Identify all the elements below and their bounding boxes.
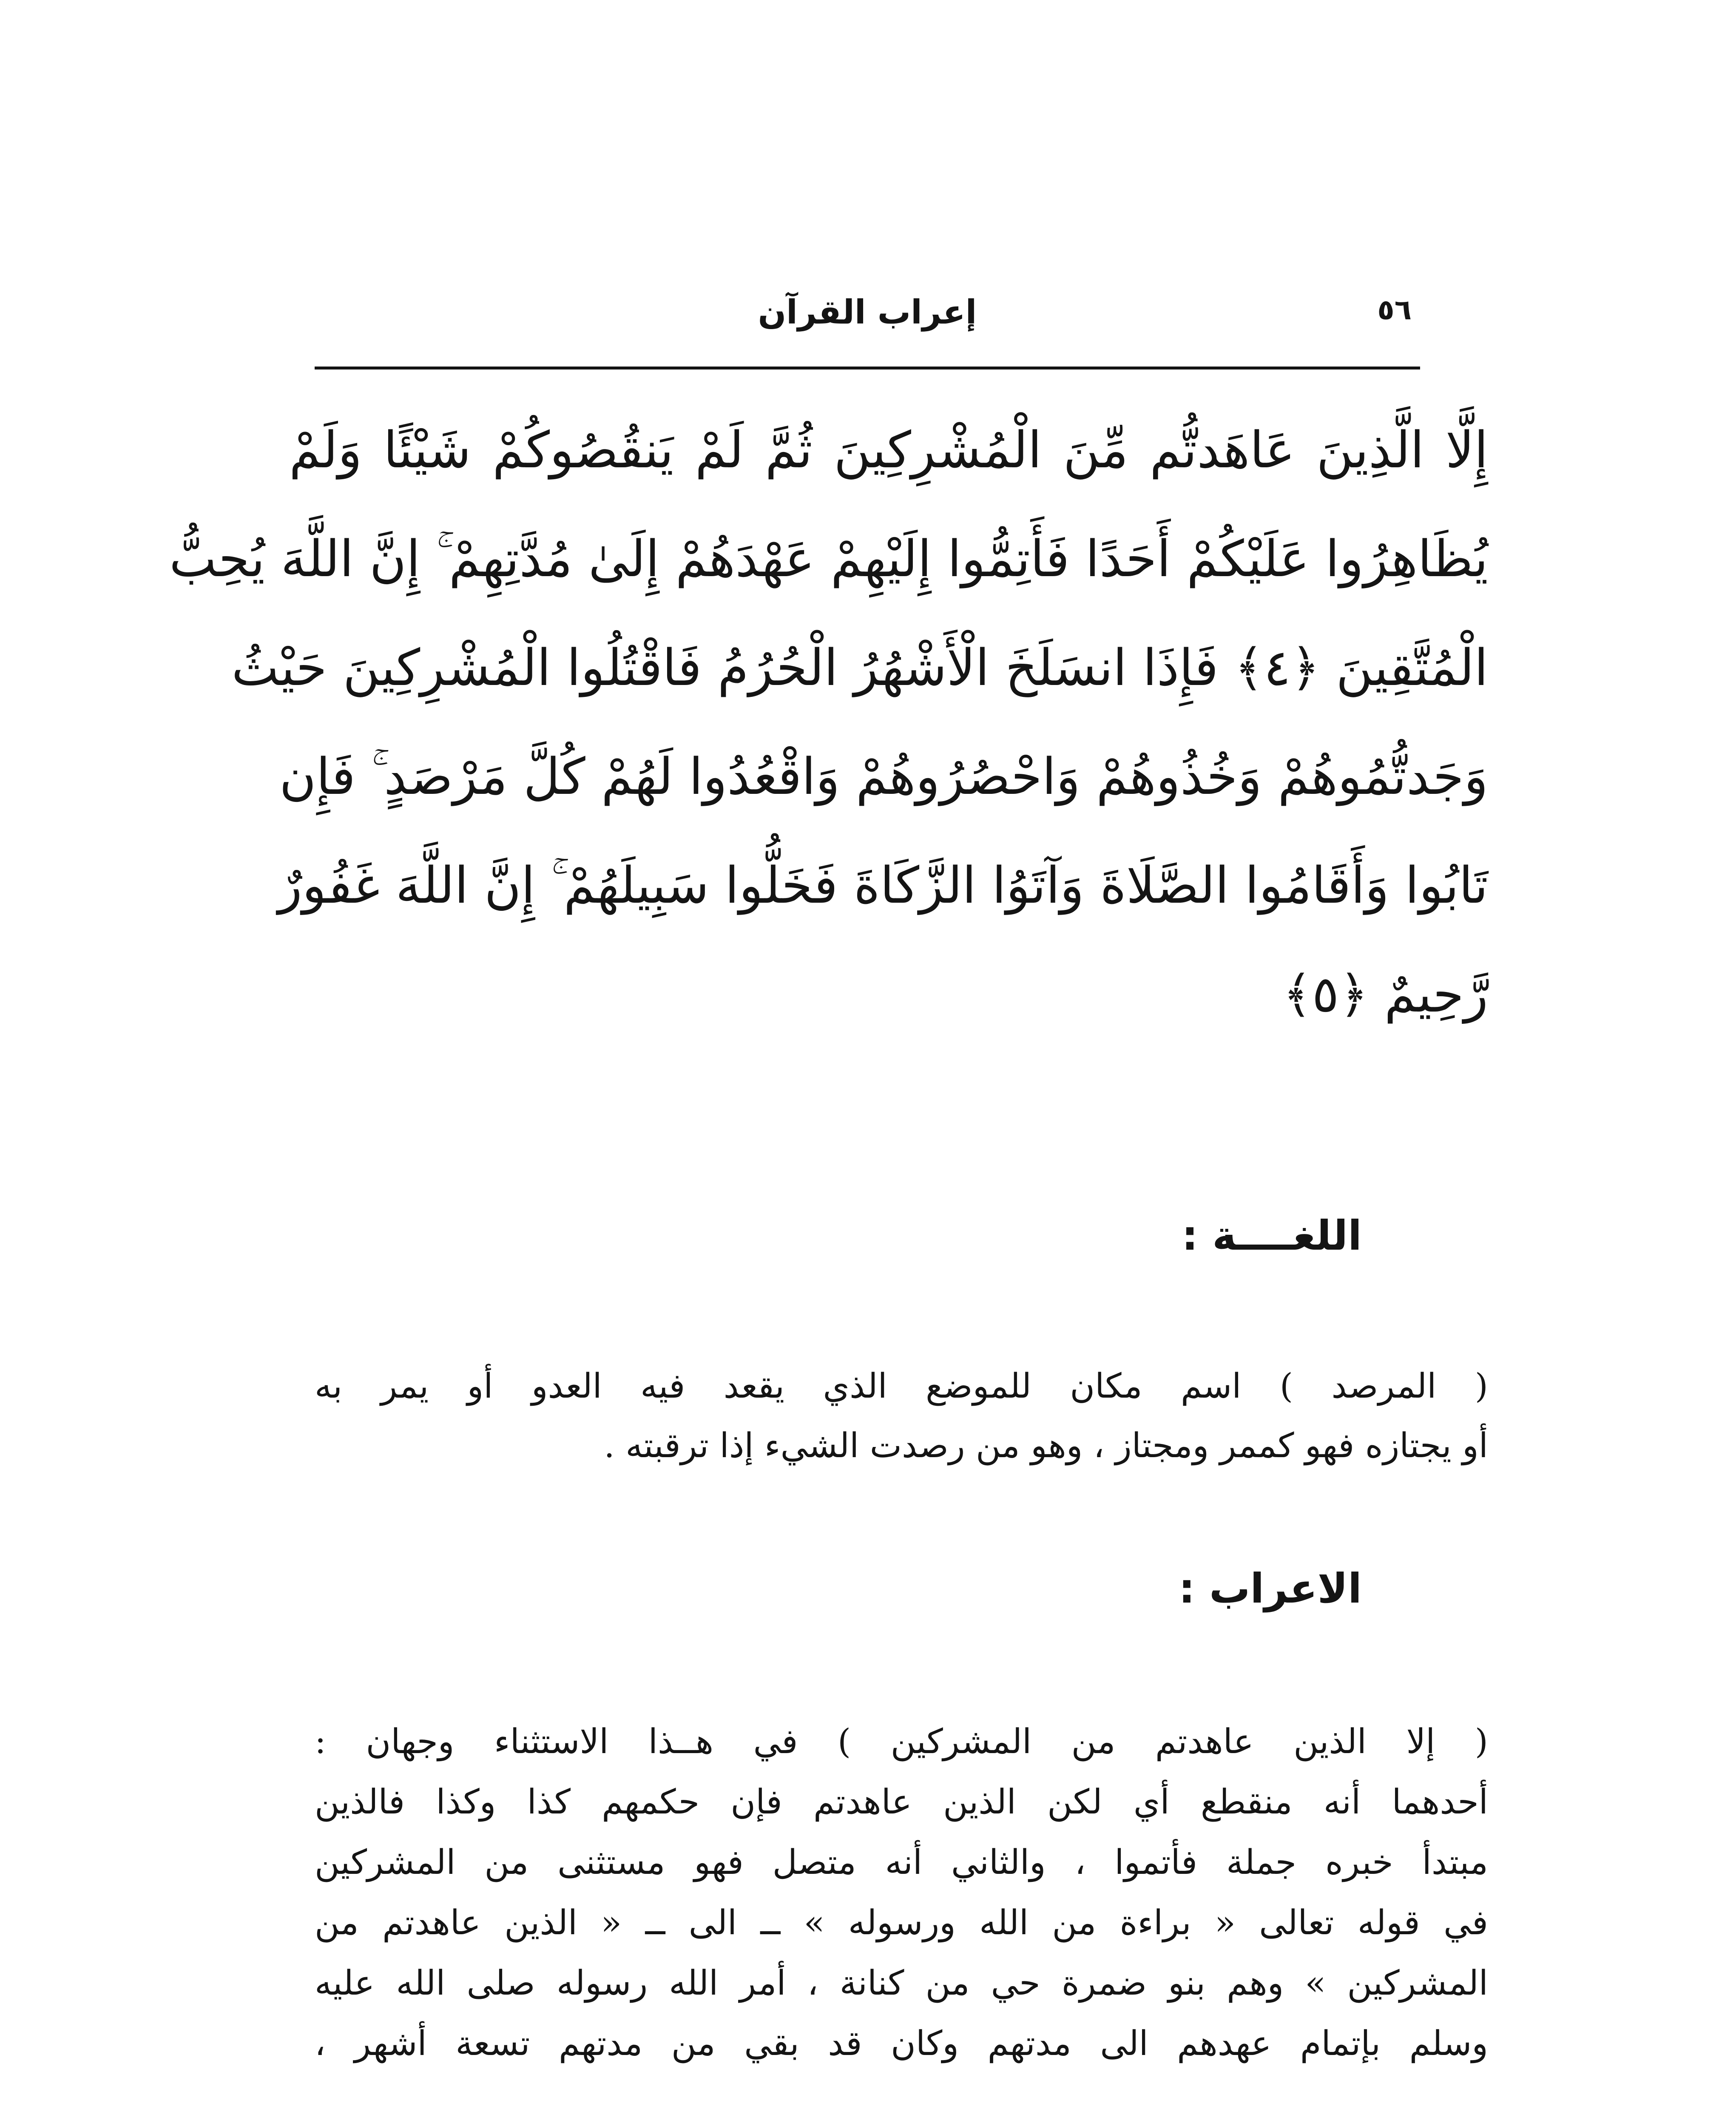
verse-line: إِلَّا الَّذِينَ عَاهَدتُّم مِّنَ الْمُشْرِكِينَ ثُمَّ لَمْ يَنقُصُوكُمْ شَيْئًا وَلَمْ [289,421,1488,479]
section-heading-lugha: اللغــــة : [1182,1212,1362,1259]
paragraph-line: وسلم بإتمام عهدهم الى مدتهم وكان قد بقي من مدتهم تسعة أشهر ، [315,2024,1489,2063]
paragraph-line: أحدهما أنه منقطع أي لكن الذين عاهدتم فإن حكمهم كذا وكذا فالذين [315,1782,1488,1822]
paragraph-line: مبتدأ خبره جملة فأتموا ، والثاني أنه متصل فهو مستثنى من المشركين [315,1842,1488,1882]
verse-line: رَّحِيمٌ ﴿٥﴾ [1282,965,1488,1023]
section-heading-irab: الاعراب : [1179,1565,1362,1612]
paragraph-line: في قوله تعالى « براءة من الله ورسوله » ــ الى ــ « الذين عاهدتم من [315,1903,1488,1942]
paragraph-line: ( إلا الذين عاهدتم من المشركين ) في هــذا الاستثناء وجهان : [315,1722,1488,1761]
page-number: ٥٦ [1377,293,1412,326]
running-title: إعراب القرآن [758,293,977,332]
page-header [315,276,1420,374]
paragraph-line: ( المرصد ) اسم مكان للموضع الذي يقعد فيه العدو أو يمر به [315,1366,1488,1406]
irab-paragraph [315,1711,1488,2074]
header-rule [315,367,1420,369]
verse-line: وَجَدتُّمُوهُمْ وَخُذُوهُمْ وَاحْصُرُوهُمْ وَاقْعُدُوا لَهُمْ كُلَّ مَرْصَدٍ ۚ فَإِن [279,747,1488,806]
paragraph-line: المشركين » وهم بنو ضمرة حي من كنانة ، أمر الله رسوله صلى الله عليه [315,1963,1488,2003]
lugha-paragraph [315,1356,1488,1475]
verse-line: الْمُتَّقِينَ ﴿٤﴾ فَإِذَا انسَلَخَ الْأَشْهُرُ الْحُرُمُ فَاقْتُلُوا الْمُشْرِكِينَ حَيْثُ [231,638,1488,697]
paragraph-line: أو يجتازه فهو كممر ومجتاز ، وهو من رصدت الشيء إذا ترقبته . [604,1426,1488,1465]
verse-line: تَابُوا وَأَقَامُوا الصَّلَاةَ وَآتَوُا الزَّكَاةَ فَخَلُّوا سَبِيلَهُمْ ۚ إِنَّ اللَّهَ غَفُورٌ [278,856,1488,915]
quran-verse-block [169,395,1488,1049]
verse-line: يُظَاهِرُوا عَلَيْكُمْ أَحَدًا فَأَتِمُّوا إِلَيْهِمْ عَهْدَهُمْ إِلَىٰ مُدَّتِهِمْ ۚ إِنَّ اللَّهَ يُحِبُّ [169,529,1488,588]
